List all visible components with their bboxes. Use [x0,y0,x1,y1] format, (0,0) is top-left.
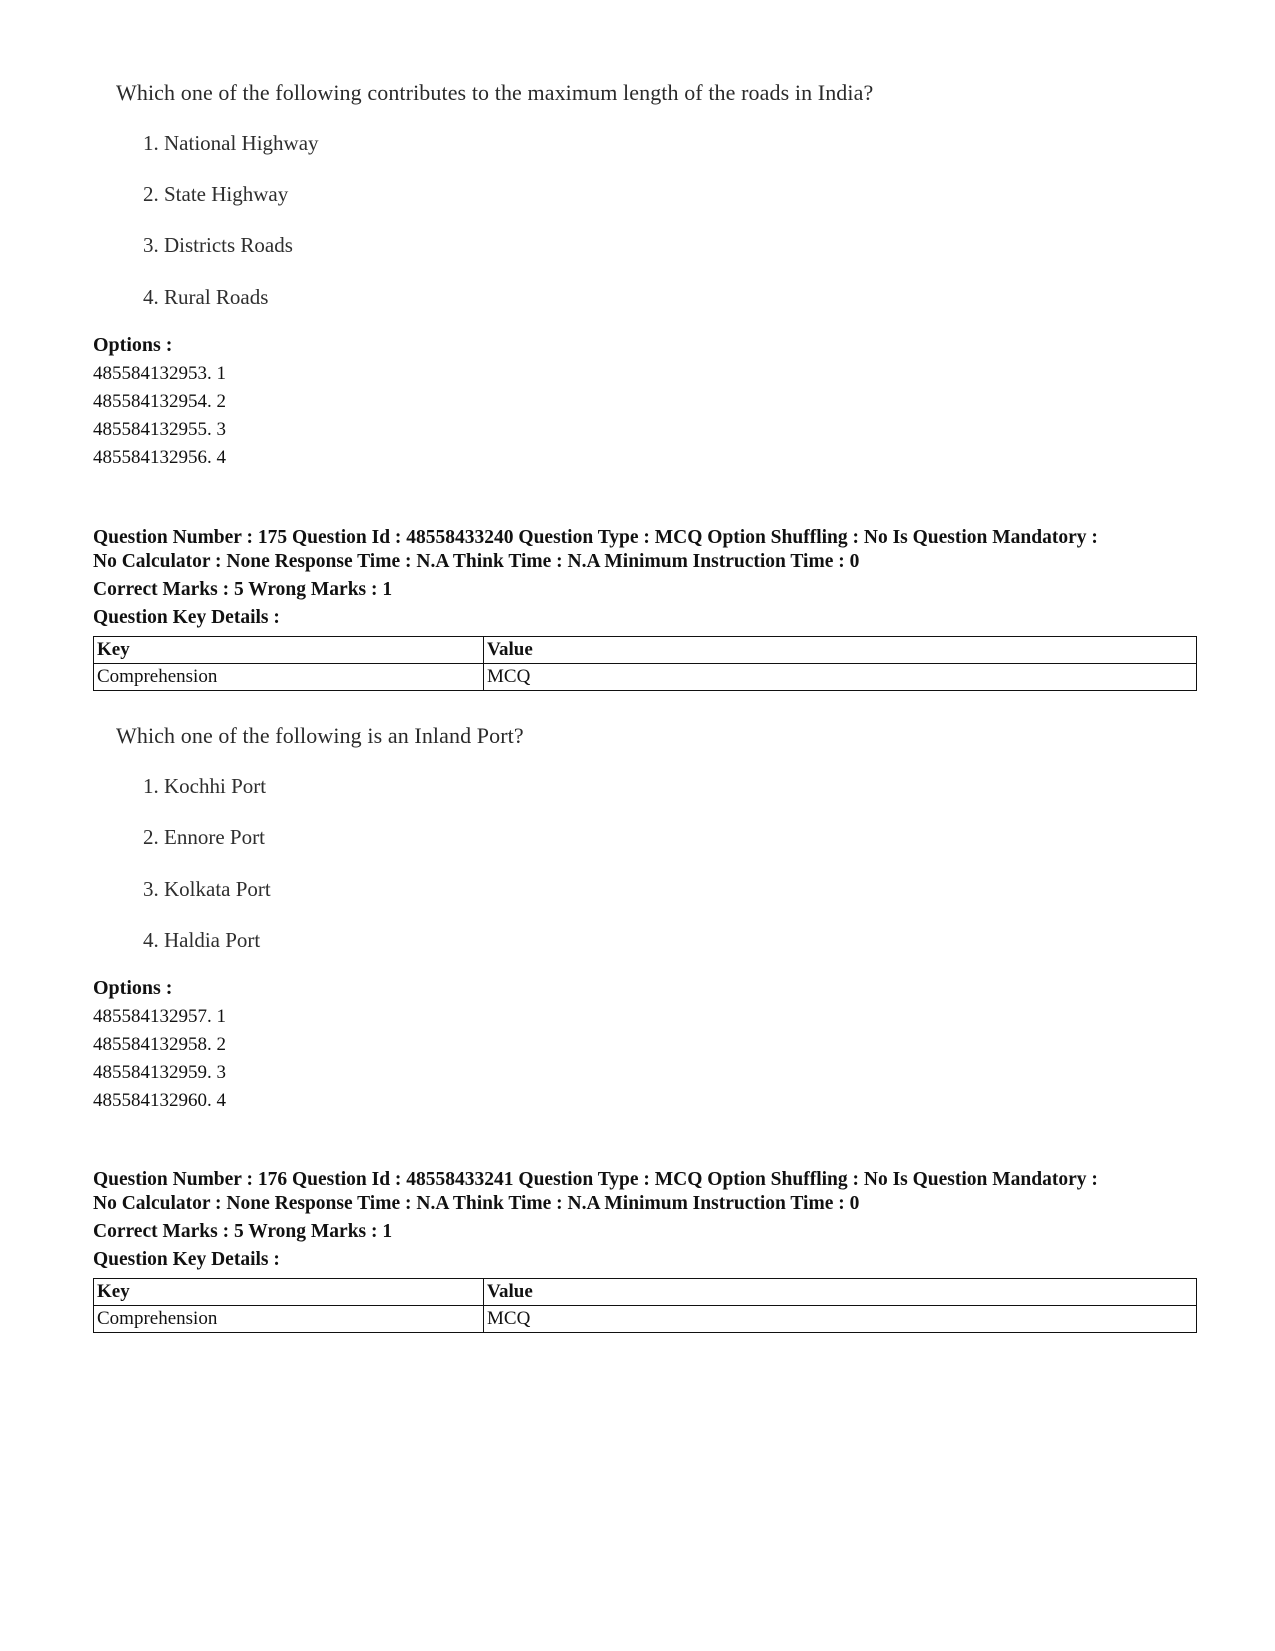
choice-item: 1. Kochhi Port [143,774,267,798]
question-text: Which one of the following contributes to the maximum length of the roads in India? [116,80,874,105]
question-text: Which one of the following is an Inland Port? [116,723,524,748]
option-line: 485584132953. 1 [93,363,226,384]
choice-item: 1. National Highway [143,131,319,155]
key-details-label: Question Key Details : [93,607,280,628]
choice-item: 4. Haldia Port [143,928,261,952]
option-line: 485584132954. 2 [93,391,226,412]
header-key: Key [94,637,484,664]
options-label: Options : [93,334,173,356]
question-meta-line: No Calculator : None Response Time : N.A Think Time : N.A Minimum Instruction Time : 0 [93,551,860,572]
cell-value: MCQ [484,1306,1197,1333]
option-line: 485584132960. 4 [93,1090,226,1111]
table-row [94,1306,1197,1333]
choice-item: 3. Kolkata Port [143,877,271,901]
table-header-row [94,1279,1197,1306]
option-line: 485584132957. 1 [93,1006,226,1027]
key-details-table [93,636,1197,691]
header-key: Key [94,1279,484,1306]
question-meta-line: Question Number : 176 Question Id : 48558433241 Question Type : MCQ Option Shuffling : No Is Question Mandatory : [93,1169,1098,1190]
header-value: Value [484,1279,1197,1306]
choice-item: 4. Rural Roads [143,285,269,309]
option-line: 485584132955. 3 [93,419,226,440]
cell-key: Comprehension [94,1306,484,1333]
key-details-table [93,1278,1197,1333]
choice-item: 2. State Highway [143,182,289,206]
option-line: 485584132956. 4 [93,447,226,468]
options-label: Options : [93,977,173,999]
marks-line: Correct Marks : 5 Wrong Marks : 1 [93,1221,393,1242]
choice-item: 3. Districts Roads [143,233,293,257]
cell-value: MCQ [484,664,1197,691]
key-details-label: Question Key Details : [93,1249,280,1270]
option-line: 485584132959. 3 [93,1062,226,1083]
table-row [94,664,1197,691]
option-line: 485584132958. 2 [93,1034,226,1055]
cell-key: Comprehension [94,664,484,691]
header-value: Value [484,637,1197,664]
table-header-row [94,637,1197,664]
marks-line: Correct Marks : 5 Wrong Marks : 1 [93,579,393,600]
question-meta-line: Question Number : 175 Question Id : 48558433240 Question Type : MCQ Option Shuffling : No Is Question Mandatory : [93,527,1098,548]
question-meta-line: No Calculator : None Response Time : N.A Think Time : N.A Minimum Instruction Time : 0 [93,1193,860,1214]
choice-item: 2. Ennore Port [143,825,265,849]
